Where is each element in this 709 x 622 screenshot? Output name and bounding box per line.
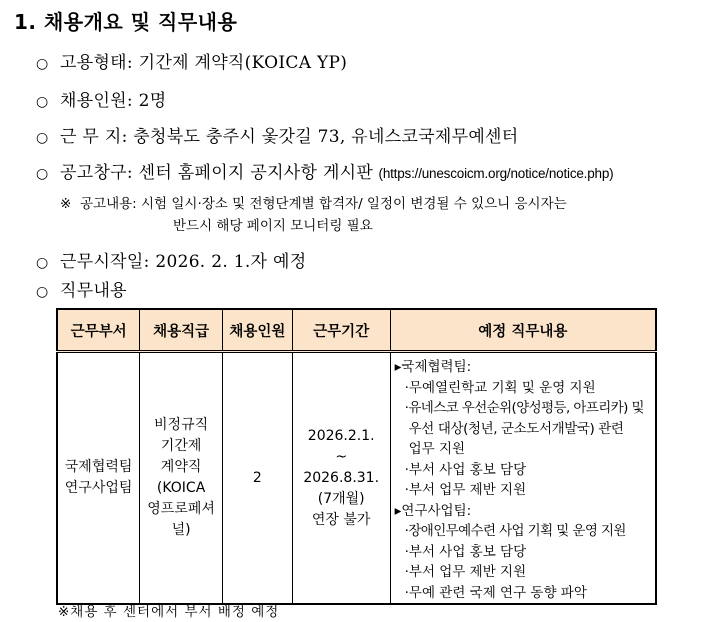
duty-item: ·무예 관련 국제 연구 동향 파악	[404, 584, 587, 601]
section-heading: 1. 채용개요 및 직무내용	[14, 10, 238, 34]
table-header-row	[57, 309, 656, 352]
table-row	[57, 352, 656, 605]
location-text: 근 무 지: 충청북도 충주시 옻갓길 73, 유네스코국제무예센터	[60, 127, 519, 147]
notice-note-cont	[173, 214, 373, 234]
dept-line: 국제협력팀	[64, 459, 133, 475]
duty-item: ·장애인무예수련 사업 기획 및 운영 지원	[404, 523, 626, 539]
duty-item: ·부서 사업 홍보 담당	[404, 543, 527, 560]
bullet-duties	[36, 276, 127, 301]
bullet-mark: ○	[36, 284, 49, 300]
rank-cell	[140, 352, 223, 605]
start-text: 근무시작일: 2026. 2. 1.자 예정	[60, 252, 307, 272]
rank-line: 영프로페셔널)	[147, 501, 215, 538]
header-rank: 채용직급	[140, 309, 223, 352]
header-count: 채용인원	[223, 309, 293, 352]
bullet-mark: ○	[36, 94, 49, 110]
employment-text: 고용형태: 기간제 계약직(KOICA YP)	[60, 53, 348, 73]
header-dept: 근무부서	[57, 309, 140, 352]
bullet-location	[36, 122, 519, 147]
duty-item: 업무 지원	[408, 441, 466, 457]
bullet-mark: ○	[36, 56, 49, 72]
duties-cell	[390, 352, 656, 605]
bullet-mark: ○	[36, 130, 49, 146]
headcount-text: 채용인원: 2명	[60, 91, 167, 111]
duty-item: ·유네스코 우선순위(양성평등, 아프리카) 및	[404, 400, 644, 416]
period-line: 2026.8.31.	[303, 469, 380, 486]
note-line-2: 반드시 해당 페이지 모니터링 필요	[173, 218, 373, 234]
period-line: 연장 불가	[311, 511, 371, 528]
duty-item: 우선 대상(청년, 군소도서개발국) 관련	[408, 420, 624, 437]
notice-url[interactable]: (https://unescoicm.org/notice/notice.php)	[378, 166, 614, 181]
duty-item: ·무예열린학교 기획 및 운영 지원	[404, 379, 596, 396]
rank-line: 비정규직	[154, 417, 209, 433]
bullet-mark: ○	[36, 255, 49, 271]
notice-text: 공고창구: 센터 홈페이지 공지사항 게시판	[60, 163, 374, 183]
duty-item: ·부서 사업 홍보 담당	[404, 461, 527, 478]
period-line: 2026.2.1.	[307, 427, 375, 444]
period-cell	[292, 352, 390, 605]
rank-line: 기간제	[160, 438, 202, 454]
team-intl: ▸국제협력팀:	[394, 359, 472, 375]
bullet-mark: ○	[36, 166, 49, 182]
note-line-1: 공고내용: 시험 일시·장소 및 전형단계별 합격자/ 일정이 변경될 수 있으니 응시자는	[80, 196, 567, 212]
bullet-notice	[36, 158, 613, 183]
rank-line: 계약직	[160, 459, 202, 475]
dept-line: 연구사업팀	[64, 480, 133, 496]
bullet-headcount	[36, 86, 166, 111]
bullet-employment	[36, 48, 347, 73]
period-line: (7개월)	[317, 490, 365, 507]
header-period: 근무기간	[292, 309, 390, 352]
footer-note: ※채용 후 센터에서 부서 배정 예정	[58, 604, 280, 620]
team-research: ▸연구사업팀:	[394, 502, 472, 519]
rank-line: (KOICA	[156, 480, 206, 496]
bullet-start	[36, 247, 306, 272]
job-table	[56, 308, 657, 605]
note-mark: ※	[60, 196, 72, 212]
count-cell: 2	[223, 352, 293, 605]
dept-cell	[57, 352, 140, 605]
duties-text: 직무내용	[60, 281, 127, 301]
period-line: ~	[335, 448, 348, 465]
duty-item: ·부서 업무 제반 지원	[404, 482, 527, 498]
duty-item: ·부서 업무 제반 지원	[404, 564, 527, 580]
header-duties: 예정 직무내용	[390, 309, 656, 352]
notice-note	[60, 192, 567, 212]
